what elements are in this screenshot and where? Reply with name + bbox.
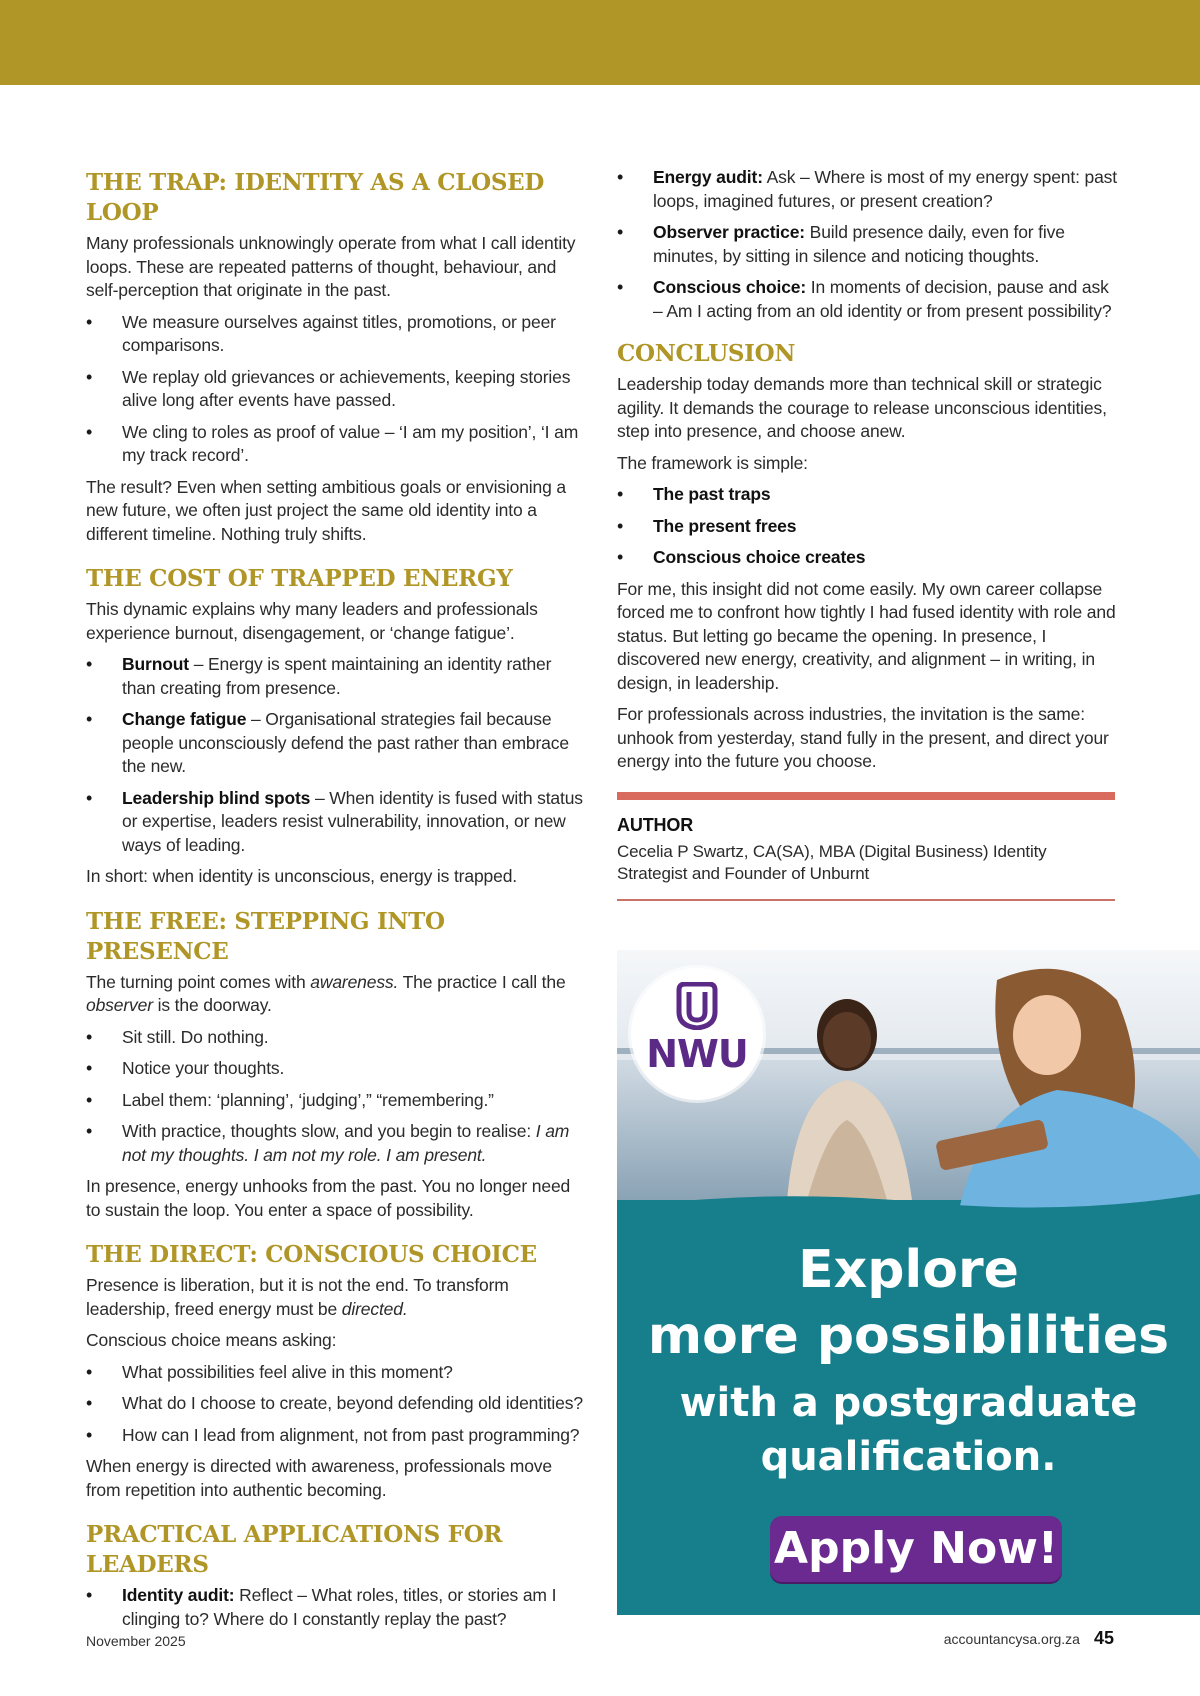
text-run: With practice, thoughts slow, and you begin to realise:	[122, 1121, 536, 1141]
paragraph: When energy is directed with awareness, professionals move from repetition into authentic becoming.	[86, 1456, 552, 1500]
right-column	[617, 166, 1117, 901]
term-text: In moments of decision, pause and ask – Am I acting from an old identity or from present possibility?	[653, 277, 1112, 321]
list-item: • How can I lead from alignment, not from past programming?	[86, 1424, 586, 1448]
left-column	[86, 168, 586, 1649]
section-heading: THE TRAP: IDENTITY AS A CLOSED LOOP	[86, 169, 545, 226]
term: Identity audit:	[122, 1585, 235, 1605]
paragraph: Leadership today demands more than technical skill or strategic agility. It demands the courage to release unconscious identities, step into presence, and choose anew.	[617, 374, 1107, 441]
text-run: is the doorway.	[152, 995, 272, 1015]
paragraph: Many professionals unknowingly operate from what I call identity loops. These are repeated patterns of thought, behaviour, and self-perception that originate in the past.	[86, 233, 576, 300]
list-item	[617, 276, 1117, 323]
list-item	[617, 221, 1117, 268]
paragraph: Conscious choice means asking:	[86, 1330, 337, 1350]
term: Burnout	[122, 654, 189, 674]
ad-wave-shape	[617, 1188, 1200, 1248]
section-cost	[86, 564, 586, 889]
nwu-crest-icon	[675, 982, 719, 1030]
section-heading: PRACTICAL APPLICATIONS FOR LEADERS	[86, 1521, 503, 1578]
section-heading: CONCLUSION	[617, 340, 796, 367]
list-item: • We measure ourselves against titles, promotions, or peer comparisons.	[86, 311, 586, 358]
list-item	[617, 515, 1117, 539]
list-item: • We cling to roles as proof of value – ‘I am my position’, ‘I am my track record’.	[86, 421, 586, 468]
author-divider	[617, 792, 1115, 800]
bullet-list	[86, 311, 586, 468]
section-heading: THE FREE: STEPPING INTO PRESENCE	[86, 907, 445, 965]
ad-photo	[617, 950, 1200, 1200]
footer-date: November 2025	[86, 1633, 186, 1649]
list-item: • What do I choose to create, beyond defending old identities?	[86, 1392, 586, 1416]
emphasis: I am not my thoughts. I am not my role. I am present.	[122, 1121, 570, 1165]
term: Change fatigue	[122, 709, 247, 729]
term-text: – Organisational strategies fail because people unconsciously defend the past rather than embrace the new.	[122, 709, 569, 776]
student-figure-left	[767, 980, 917, 1200]
list-item	[86, 1120, 586, 1167]
bullet-list	[86, 1361, 586, 1448]
term: Conscious choice:	[653, 277, 807, 297]
emphasis: awareness.	[310, 971, 399, 992]
section-heading: THE DIRECT: CONSCIOUS CHOICE	[86, 1241, 537, 1268]
bullet-list	[617, 483, 1117, 570]
author-heading: AUTHOR	[617, 814, 694, 835]
paragraph: The result? Even when setting ambitious goals or envisioning a new future, we often just project the same old identity into a different timeline. Nothing truly shifts.	[86, 476, 567, 544]
list-item: • Label them: ‘planning’, ‘judging’,” “remembering.”	[86, 1089, 586, 1113]
paragraph	[86, 1274, 586, 1321]
text-run: Presence is liberation, but it is not the end. To transform leadership, freed energy must be	[86, 1275, 509, 1319]
term-text: Ask – Where is most of my energy spent: past loops, imagined futures, or present creation?	[653, 167, 1117, 211]
term: Energy audit:	[653, 167, 763, 187]
text-run: The practice I call the	[398, 971, 566, 992]
nwu-logo-text: NWU	[646, 1032, 748, 1076]
list-item	[86, 653, 586, 700]
list-item	[86, 787, 586, 858]
apply-now-button[interactable]: Apply Now!	[770, 1516, 1062, 1582]
paragraph: This dynamic explains why many leaders and professionals experience burnout, disengagement, or ‘change fatigue’.	[86, 599, 538, 643]
ad-subline-2: qualification.	[760, 1434, 1057, 1480]
term-text: – When identity is fused with status or expertise, leaders resist vulnerability, innovation, or new ways of leading.	[122, 787, 583, 855]
bullet-list	[617, 166, 1117, 323]
term-text: – Energy is spent maintaining an identity rather than creating from presence.	[122, 654, 552, 698]
page-number: 45	[1093, 1628, 1114, 1648]
footer-site	[944, 1628, 1114, 1649]
paragraph: For me, this insight did not come easily. My own career collapse forced me to confront how tightly I had fused identity with role and status. But letting go became the opening. In presence, I discovered new energy, creativity, and alignment – in writing, in design, in leadership.	[617, 578, 1116, 693]
bullet-list	[86, 1584, 586, 1631]
paragraph	[86, 971, 586, 1018]
paragraph: In short: when identity is unconscious, energy is trapped.	[86, 866, 517, 886]
bullet-list	[86, 1026, 586, 1168]
section-free	[86, 907, 586, 1223]
section-trap	[86, 168, 586, 546]
author-bottom-rule	[617, 899, 1115, 901]
list-item	[86, 1584, 586, 1631]
list-item	[617, 483, 1117, 507]
nwu-logo	[631, 968, 763, 1100]
bullet-list	[86, 653, 586, 857]
ad-headline-2: more possibilities	[647, 1306, 1170, 1366]
list-item	[617, 166, 1117, 213]
term: Leadership blind spots	[122, 787, 311, 808]
site-link[interactable]: accountancysa.org.za	[943, 1631, 1080, 1647]
ad-subline-1: with a postgraduate	[679, 1380, 1138, 1426]
section-practical	[86, 1520, 586, 1631]
section-conclusion	[617, 339, 1117, 774]
term: The present frees	[653, 515, 797, 536]
list-item: • What possibilities feel alive in this moment?	[86, 1361, 586, 1385]
list-item: • We replay old grievances or achievements, keeping stories alive long after events have passed.	[86, 366, 586, 413]
ad-headline-1: Explore	[798, 1240, 1019, 1300]
nwu-advert[interactable]	[617, 950, 1200, 1615]
list-item	[617, 546, 1117, 570]
term: The past traps	[653, 484, 771, 504]
emphasis: observer	[86, 995, 153, 1015]
text-run: The turning point comes with	[86, 971, 311, 992]
list-item: • Notice your thoughts.	[86, 1057, 586, 1081]
paragraph: The framework is simple:	[617, 452, 808, 473]
term: Observer practice:	[653, 222, 805, 242]
paragraph: In presence, energy unhooks from the past. You no longer need to sustain the loop. You enter a space of possibility.	[86, 1176, 571, 1220]
section-direct	[86, 1240, 586, 1502]
emphasis: directed.	[341, 1298, 408, 1319]
list-item: • Sit still. Do nothing.	[86, 1026, 586, 1050]
section-heading: THE COST OF TRAPPED ENERGY	[86, 565, 513, 592]
term-text: Build presence daily, even for five minutes, by sitting in silence and noticing thoughts.	[653, 222, 1065, 266]
paragraph: For professionals across industries, the invitation is the same: unhook from yesterday, stand fully in the present, and direct your energy into the future you choose.	[617, 704, 1109, 771]
top-color-band	[0, 0, 1200, 85]
list-item	[86, 708, 586, 779]
term-text: Reflect – What roles, titles, or stories am I clinging to? Where do I constantly replay the past?	[122, 1585, 557, 1629]
term: Conscious choice creates	[653, 547, 866, 567]
student-figure-right	[917, 960, 1200, 1220]
author-bio: Cecelia P Swartz, CA(SA), MBA (Digital Business) Identity Strategist and Founder of Unburnt	[617, 842, 1047, 883]
